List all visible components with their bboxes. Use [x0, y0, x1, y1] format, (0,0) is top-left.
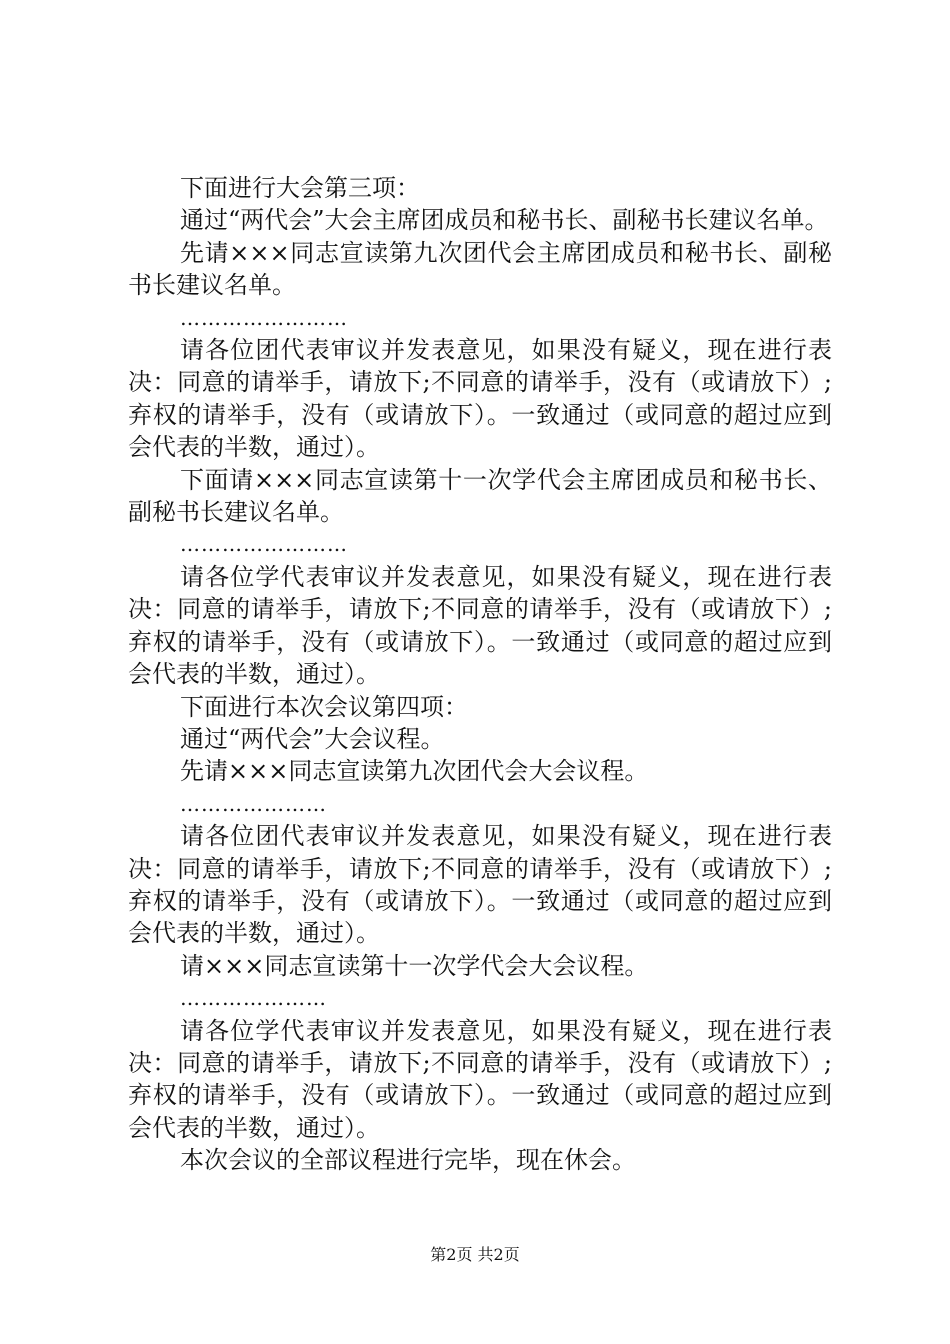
paragraph-read-league-list: 先请×××同志宣读第九次团代会主席团成员和秘书长、副秘书长建议名单。 [128, 238, 832, 300]
paragraph-league-agenda-vote: 请各位团代表审议并发表意见，如果没有疑义，现在进行表决：同意的请举手，请放下;不同意的请举手，没有（或请放下）;弃权的请举手，没有（或请放下）。一致通过（或同意的超过应到会代表的半数，通过）。 [128, 822, 832, 948]
ellipsis-separator: ………………… [180, 791, 327, 816]
paragraph-read-league-agenda: 先请×××同志宣读第九次团代会大会议程。 [180, 757, 649, 786]
page-number-label: 第2页 共2页 [430, 1245, 520, 1264]
ellipsis-separator: …………………… [180, 305, 348, 330]
paragraph-item-3-heading: 下面进行大会第三项： [180, 174, 420, 202]
paragraph-adjourn: 本次会议的全部议程进行完毕，现在休会。 [180, 1146, 636, 1175]
paragraph-item-4-heading: 下面进行本次会议第四项： [180, 692, 468, 721]
document-body [128, 172, 832, 1177]
ellipsis-separator: ………………… [180, 986, 327, 1011]
paragraph-read-student-list: 下面请×××同志宣读第十一次学代会主席团成员和秘书长、副秘书长建议名单。 [128, 465, 832, 527]
paragraph-league-vote: 请各位团代表审议并发表意见，如果没有疑义，现在进行表决：同意的请举手，请放下;不同意的请举手，没有（或请放下）;弃权的请举手，没有（或请放下）。一致通过（或同意的超过应到会代表的半数，通过）。 [128, 336, 832, 462]
paragraph-item-4-motion: 通过“两代会”大会议程。 [180, 724, 445, 753]
paragraph-read-student-agenda: 请×××同志宣读第十一次学代会大会议程。 [180, 951, 649, 980]
page-footer [0, 1242, 950, 1265]
paragraph-student-vote: 请各位学代表审议并发表意见，如果没有疑义，现在进行表决：同意的请举手，请放下;不同意的请举手，没有（或请放下）;弃权的请举手，没有（或请放下）。一致通过（或同意的超过应到会代表的半数，通过）。 [128, 562, 832, 689]
paragraph-student-agenda-vote: 请各位学代表审议并发表意见，如果没有疑义，现在进行表决：同意的请举手，请放下;不同意的请举手，没有（或请放下）;弃权的请举手，没有（或请放下）。一致通过（或同意的超过应到会代表的半数，通过）。 [128, 1016, 832, 1142]
paragraph-item-3-motion: 通过“两代会”大会主席团成员和秘书长、副秘书长建议名单。 [180, 206, 829, 235]
ellipsis-separator: …………………… [180, 532, 348, 557]
